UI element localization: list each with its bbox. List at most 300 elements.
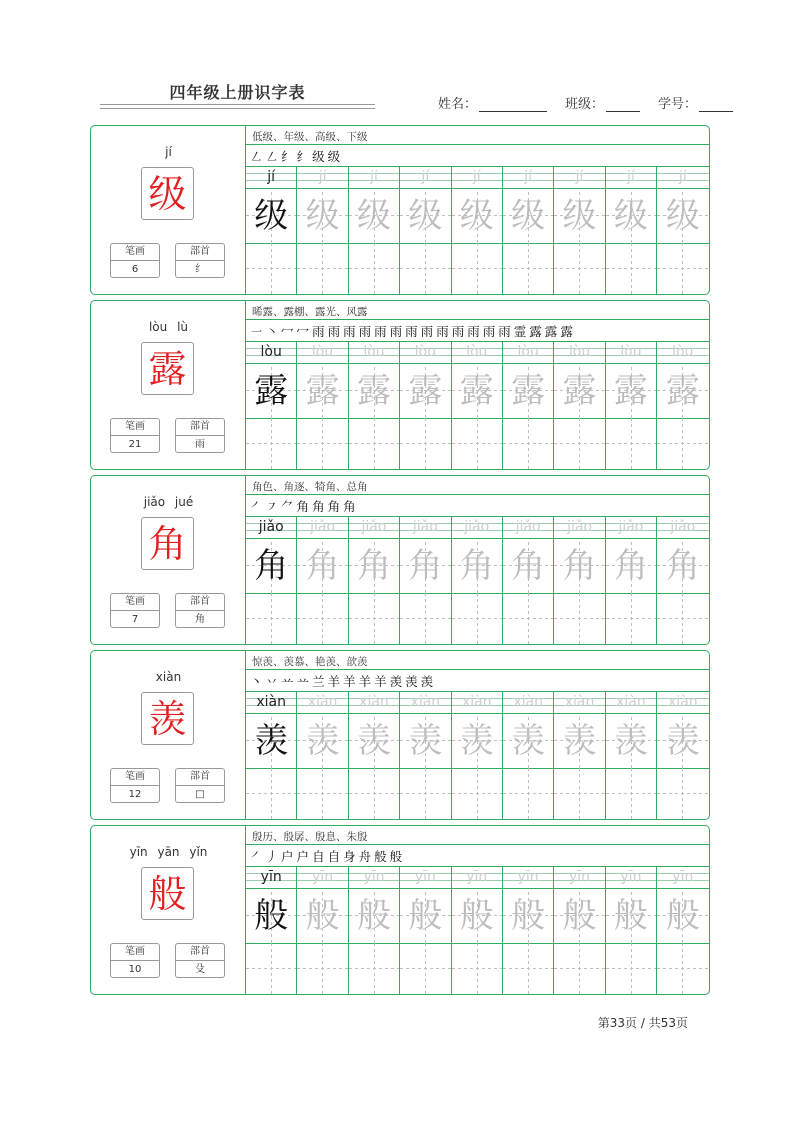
tian-grid — [503, 188, 553, 244]
cell-pinyin: jí — [370, 169, 378, 185]
strokes-box — [110, 943, 160, 978]
stroke-step: 露 — [560, 323, 573, 339]
practice-cell[interactable] — [657, 516, 708, 644]
cell-character: 级 — [665, 196, 700, 236]
cell-character: 羡 — [511, 721, 546, 761]
tian-grid — [657, 538, 708, 594]
character-card — [90, 475, 710, 645]
stroke-step: 丿 — [265, 848, 279, 864]
stroke-step: 雨 — [467, 323, 480, 339]
cell-pinyin: jí — [575, 169, 584, 185]
pinyin-line — [246, 166, 296, 188]
pinyin-line — [503, 691, 553, 713]
practice-grid — [246, 341, 709, 469]
blank-writing-grid[interactable] — [246, 767, 296, 819]
practice-cell[interactable] — [657, 166, 708, 294]
cell-pinyin: yīn — [517, 869, 539, 885]
tian-grid — [606, 538, 656, 594]
blank-writing-grid[interactable] — [400, 592, 450, 644]
cell-pinyin: lòu — [363, 344, 385, 360]
stroke-step: 羊 — [358, 673, 372, 689]
stroke-order-row — [250, 495, 359, 516]
radical-box — [175, 943, 225, 978]
stroke-step: ㇒ — [250, 848, 263, 864]
practice-cell[interactable] — [452, 866, 503, 994]
student-info — [438, 93, 733, 112]
practice-cell[interactable] — [606, 166, 657, 294]
main-character: 露 — [148, 346, 187, 391]
strokes-count: 7 — [131, 614, 139, 625]
practice-cell[interactable] — [657, 866, 708, 994]
stroke-step: 羡 — [420, 673, 434, 689]
cell-pinyin: xiàn — [564, 694, 595, 710]
cell-character: 般 — [254, 896, 289, 936]
cell-pinyin: jiǎo — [670, 519, 696, 535]
stroke-step: ㇐ — [250, 323, 263, 339]
practice-cell[interactable] — [297, 516, 348, 644]
cell-character: 般 — [408, 896, 443, 936]
blank-writing-grid[interactable] — [400, 242, 450, 294]
blank-writing-grid[interactable] — [349, 942, 399, 994]
practice-cell[interactable] — [503, 341, 554, 469]
practice-cell[interactable] — [503, 691, 554, 819]
pinyin-line — [452, 866, 502, 888]
tian-grid — [246, 888, 296, 944]
pinyin-line — [246, 341, 296, 363]
practice-cell[interactable] — [452, 166, 503, 294]
blank-writing-grid[interactable] — [349, 242, 399, 294]
cell-pinyin: jiǎo — [618, 519, 644, 535]
cell-character: 露 — [305, 371, 340, 411]
pinyin-line — [400, 166, 450, 188]
cell-character: 级 — [459, 196, 494, 236]
cell-pinyin: xiàn — [256, 694, 287, 710]
practice-cell[interactable] — [554, 866, 605, 994]
radical-box — [175, 593, 225, 628]
stroke-step: 冖 — [296, 323, 310, 339]
practice-grid — [246, 691, 709, 819]
example-words: 惊羡、羡慕、艳羡、歆羡 — [252, 656, 368, 668]
pinyin-line — [606, 691, 656, 713]
cell-character: 角 — [562, 546, 597, 586]
practice-cell[interactable] — [246, 866, 297, 994]
practice-cell[interactable] — [297, 166, 348, 294]
id-label: 学号： — [658, 97, 698, 112]
cell-pinyin: xiàn — [307, 694, 338, 710]
cell-pinyin: jí — [472, 169, 481, 185]
stroke-step: 角 — [343, 498, 356, 514]
page-number: 第33页 / 共53页 — [597, 1016, 688, 1030]
practice-cell[interactable] — [349, 341, 400, 469]
blank-writing-grid[interactable] — [554, 417, 604, 469]
blank-writing-grid[interactable] — [554, 767, 604, 819]
stroke-step: 雨 — [312, 323, 325, 339]
practice-panel — [246, 126, 709, 294]
pinyin-line — [503, 866, 553, 888]
stroke-step: ㇇ — [265, 498, 279, 514]
pinyin-line — [297, 166, 347, 188]
blank-writing-grid[interactable] — [554, 242, 604, 294]
practice-cell[interactable] — [606, 866, 657, 994]
blank-writing-grid[interactable] — [349, 592, 399, 644]
pinyin-line — [554, 166, 604, 188]
tian-grid — [503, 888, 553, 944]
practice-cell[interactable] — [246, 166, 297, 294]
blank-writing-grid[interactable] — [503, 417, 553, 469]
character-box — [141, 867, 194, 920]
cell-pinyin: jiǎo — [258, 519, 284, 535]
practice-cell[interactable] — [554, 516, 605, 644]
cell-character: 羡 — [254, 721, 289, 761]
pinyin-line — [554, 691, 604, 713]
stroke-step: 般 — [374, 848, 387, 864]
tian-grid — [452, 188, 502, 244]
pinyin-line — [349, 691, 399, 713]
stroke-order-row — [250, 670, 436, 691]
id-field[interactable] — [658, 93, 733, 112]
practice-cell[interactable] — [554, 166, 605, 294]
blank-writing-grid[interactable] — [554, 592, 604, 644]
cell-character: 露 — [613, 371, 648, 411]
blank-writing-grid[interactable] — [452, 767, 502, 819]
blank-writing-grid[interactable] — [297, 767, 347, 819]
cell-pinyin: yīn — [414, 869, 436, 885]
blank-writing-grid[interactable] — [246, 242, 296, 294]
stroke-step: 户 — [281, 848, 294, 864]
pinyin-line — [657, 341, 708, 363]
blank-writing-grid[interactable] — [400, 942, 450, 994]
practice-cell[interactable] — [349, 866, 400, 994]
main-character: 羡 — [148, 696, 187, 741]
practice-cell[interactable] — [452, 516, 503, 644]
pinyin-line — [246, 691, 296, 713]
character-pinyin: yīn yān yǐn — [129, 845, 208, 859]
tian-grid — [400, 888, 450, 944]
character-info-panel — [91, 476, 246, 644]
practice-cell[interactable] — [297, 341, 348, 469]
character-pinyin: jí — [165, 145, 172, 159]
tian-grid — [606, 363, 656, 419]
cell-character: 羡 — [562, 721, 597, 761]
blank-writing-grid[interactable] — [297, 242, 347, 294]
pinyin-line — [349, 166, 399, 188]
pinyin-line — [349, 866, 399, 888]
example-words: 低级、年级、高级、下级 — [252, 131, 368, 143]
practice-cell[interactable] — [246, 691, 297, 819]
blank-writing-grid[interactable] — [297, 592, 347, 644]
blank-writing-grid[interactable] — [400, 417, 450, 469]
cell-character: 露 — [562, 371, 597, 411]
blank-writing-grid[interactable] — [554, 942, 604, 994]
tian-grid — [246, 188, 296, 244]
pinyin-line — [657, 691, 708, 713]
cell-pinyin: lòu — [568, 344, 591, 360]
example-words: 角色、角逐、犄角、总角 — [252, 481, 368, 493]
practice-cell[interactable] — [297, 866, 348, 994]
example-words: 晞露、露棚、露光、风露 — [252, 306, 368, 318]
stroke-step: ㇜ — [265, 148, 279, 164]
tian-grid — [400, 188, 450, 244]
practice-cell[interactable] — [657, 341, 708, 469]
tian-grid — [554, 713, 604, 769]
pinyin-line — [246, 866, 296, 888]
tian-grid — [554, 188, 604, 244]
practice-cell[interactable] — [503, 866, 554, 994]
practice-cell[interactable] — [400, 866, 451, 994]
stroke-step: 舟 — [358, 848, 372, 864]
pinyin-line — [452, 166, 502, 188]
blank-writing-grid[interactable] — [297, 417, 347, 469]
cell-character: 般 — [562, 896, 597, 936]
stroke-step: 雨 — [482, 323, 496, 339]
stroke-step: ㇒ — [250, 498, 263, 514]
cell-pinyin: jí — [678, 169, 687, 185]
practice-panel — [246, 826, 709, 994]
cell-character: 羡 — [356, 721, 391, 761]
cell-pinyin: lòu — [260, 344, 282, 360]
cell-character: 角 — [459, 546, 494, 586]
pinyin-line — [452, 341, 502, 363]
pinyin-line — [246, 516, 296, 538]
tian-grid — [400, 538, 450, 594]
radical-value: 角 — [195, 614, 205, 625]
blank-writing-grid[interactable] — [606, 417, 656, 469]
blank-writing-grid[interactable] — [606, 767, 656, 819]
blank-writing-grid[interactable] — [297, 942, 347, 994]
strokes-count: 10 — [128, 964, 142, 975]
pinyin-line — [400, 691, 450, 713]
character-pinyin: lòu lù — [148, 320, 189, 334]
practice-cell[interactable] — [349, 691, 400, 819]
blank-writing-grid[interactable] — [246, 592, 296, 644]
practice-cell[interactable] — [554, 341, 605, 469]
cell-pinyin: yīn — [569, 869, 591, 885]
practice-cell[interactable] — [554, 691, 605, 819]
blank-writing-grid[interactable] — [503, 942, 553, 994]
stroke-step: 霊 — [513, 323, 527, 339]
cell-character: 般 — [356, 896, 391, 936]
stroke-order-row — [250, 845, 405, 866]
pinyin-line — [554, 516, 604, 538]
tian-grid — [400, 363, 450, 419]
cell-character: 级 — [356, 196, 391, 236]
pinyin-line — [452, 516, 502, 538]
cell-character: 露 — [408, 371, 443, 411]
character-card — [90, 125, 710, 295]
character-box — [141, 517, 194, 570]
cell-pinyin: jiǎo — [412, 519, 438, 535]
cell-character: 露 — [665, 371, 700, 411]
strokes-count: 12 — [128, 789, 142, 800]
blank-writing-grid[interactable] — [246, 417, 296, 469]
tian-grid — [297, 713, 347, 769]
blank-writing-grid[interactable] — [657, 767, 708, 819]
cell-pinyin: yīn — [363, 869, 385, 885]
practice-cell[interactable] — [349, 516, 400, 644]
practice-cell[interactable] — [606, 691, 657, 819]
pinyin-line — [452, 691, 502, 713]
strokes-label: 笔画 — [111, 594, 159, 611]
strokes-count: 21 — [128, 439, 142, 450]
stroke-step: 丷 — [265, 673, 279, 689]
blank-writing-grid[interactable] — [657, 942, 708, 994]
stroke-step: 雨 — [436, 323, 449, 339]
blank-writing-grid[interactable] — [606, 242, 656, 294]
practice-cell[interactable] — [400, 341, 451, 469]
blank-writing-grid[interactable] — [606, 942, 656, 994]
radical-label: 部首 — [176, 769, 224, 786]
practice-cell[interactable] — [606, 341, 657, 469]
strokes-label: 笔画 — [111, 419, 159, 436]
name-blank[interactable] — [479, 98, 547, 112]
stroke-step: 露 — [544, 323, 558, 339]
blank-writing-grid[interactable] — [606, 592, 656, 644]
stroke-step: 䒑 — [281, 673, 294, 689]
blank-writing-grid[interactable] — [503, 242, 553, 294]
character-info-panel — [91, 126, 246, 294]
practice-cell[interactable] — [503, 166, 554, 294]
practice-cell[interactable] — [400, 691, 451, 819]
character-card — [90, 300, 710, 470]
stroke-order-row — [250, 145, 343, 166]
cell-character: 角 — [511, 546, 546, 586]
strokes-count: 6 — [131, 264, 139, 275]
strokes-box — [110, 593, 160, 628]
tian-grid — [246, 713, 296, 769]
practice-cell[interactable] — [657, 691, 708, 819]
blank-writing-grid[interactable] — [452, 942, 502, 994]
cell-pinyin: lòu — [517, 344, 539, 360]
cell-character: 羡 — [613, 721, 648, 761]
stroke-step: ㇜ — [250, 148, 263, 164]
pinyin-line — [606, 166, 656, 188]
tian-grid — [452, 888, 502, 944]
practice-cell[interactable] — [400, 516, 451, 644]
pinyin-line — [606, 866, 656, 888]
tian-grid — [554, 538, 604, 594]
tian-grid — [503, 363, 553, 419]
cell-pinyin: jí — [267, 169, 276, 185]
cell-pinyin: yīn — [260, 869, 282, 885]
stroke-step: 丶 — [250, 673, 263, 689]
blank-writing-grid[interactable] — [503, 767, 553, 819]
blank-writing-grid[interactable] — [657, 592, 708, 644]
tian-grid — [554, 888, 604, 944]
tian-grid — [246, 538, 296, 594]
blank-writing-grid[interactable] — [452, 242, 502, 294]
tian-grid — [657, 713, 708, 769]
tian-grid — [349, 363, 399, 419]
tian-grid — [297, 888, 347, 944]
pinyin-line — [349, 341, 399, 363]
class-field[interactable] — [565, 93, 640, 112]
cell-character: 般 — [459, 896, 494, 936]
pinyin-line — [657, 866, 708, 888]
cell-character: 级 — [305, 196, 340, 236]
name-field[interactable] — [438, 93, 547, 112]
id-blank[interactable] — [699, 98, 733, 112]
cell-character: 般 — [665, 896, 700, 936]
pinyin-line — [400, 516, 450, 538]
practice-cell[interactable] — [246, 341, 297, 469]
practice-cell[interactable] — [452, 691, 503, 819]
cell-character: 露 — [356, 371, 391, 411]
blank-writing-grid[interactable] — [452, 417, 502, 469]
tian-grid — [503, 538, 553, 594]
radical-label: 部首 — [176, 594, 224, 611]
practice-cell[interactable] — [400, 166, 451, 294]
practice-cell[interactable] — [246, 516, 297, 644]
stroke-step: 般 — [389, 848, 403, 864]
title-underline-2 — [100, 108, 375, 109]
cell-character: 级 — [613, 196, 648, 236]
cell-pinyin: yīn — [620, 869, 642, 885]
blank-writing-grid[interactable] — [400, 767, 450, 819]
tian-grid — [554, 363, 604, 419]
main-character: 般 — [148, 871, 187, 916]
cell-character: 级 — [511, 196, 546, 236]
cell-pinyin: xiàn — [668, 694, 698, 710]
tian-grid — [606, 888, 656, 944]
radical-value: 殳 — [195, 964, 205, 975]
practice-cell[interactable] — [503, 516, 554, 644]
practice-grid — [246, 516, 709, 644]
cell-character: 般 — [511, 896, 546, 936]
blank-writing-grid[interactable] — [349, 767, 399, 819]
stroke-step: 羊 — [374, 673, 387, 689]
blank-writing-grid[interactable] — [452, 592, 502, 644]
stroke-step: 雨 — [389, 323, 403, 339]
blank-writing-grid[interactable] — [503, 592, 553, 644]
practice-cell[interactable] — [606, 516, 657, 644]
class-label: 班级： — [565, 97, 605, 112]
cell-character: 羡 — [408, 721, 443, 761]
stroke-step: 级 — [327, 148, 341, 164]
radical-label: 部首 — [176, 419, 224, 436]
pinyin-line — [606, 341, 656, 363]
practice-cell[interactable] — [349, 166, 400, 294]
main-character: 级 — [148, 171, 187, 216]
pinyin-line — [297, 516, 347, 538]
cell-pinyin: yīn — [312, 869, 334, 885]
stroke-step: 自 — [312, 848, 325, 864]
practice-panel — [246, 651, 709, 819]
tian-grid — [606, 188, 656, 244]
blank-writing-grid[interactable] — [657, 242, 708, 294]
character-card — [90, 650, 710, 820]
stroke-step: 露 — [529, 323, 542, 339]
blank-writing-grid[interactable] — [349, 417, 399, 469]
class-blank[interactable] — [606, 98, 640, 112]
pinyin-line — [503, 166, 553, 188]
strokes-label: 笔画 — [111, 244, 159, 261]
pinyin-line — [503, 516, 553, 538]
practice-cell[interactable] — [297, 691, 348, 819]
tian-grid — [503, 713, 553, 769]
blank-writing-grid[interactable] — [246, 942, 296, 994]
cell-character: 角 — [305, 546, 340, 586]
stroke-step: 角 — [327, 498, 341, 514]
cell-character: 露 — [254, 371, 289, 411]
blank-writing-grid[interactable] — [657, 417, 708, 469]
name-label: 姓名： — [438, 97, 478, 112]
stroke-step: 雨 — [327, 323, 341, 339]
pinyin-line — [297, 341, 347, 363]
pinyin-line — [657, 166, 708, 188]
practice-cell[interactable] — [452, 341, 503, 469]
stroke-step: 羊 — [327, 673, 341, 689]
pinyin-line — [400, 866, 450, 888]
